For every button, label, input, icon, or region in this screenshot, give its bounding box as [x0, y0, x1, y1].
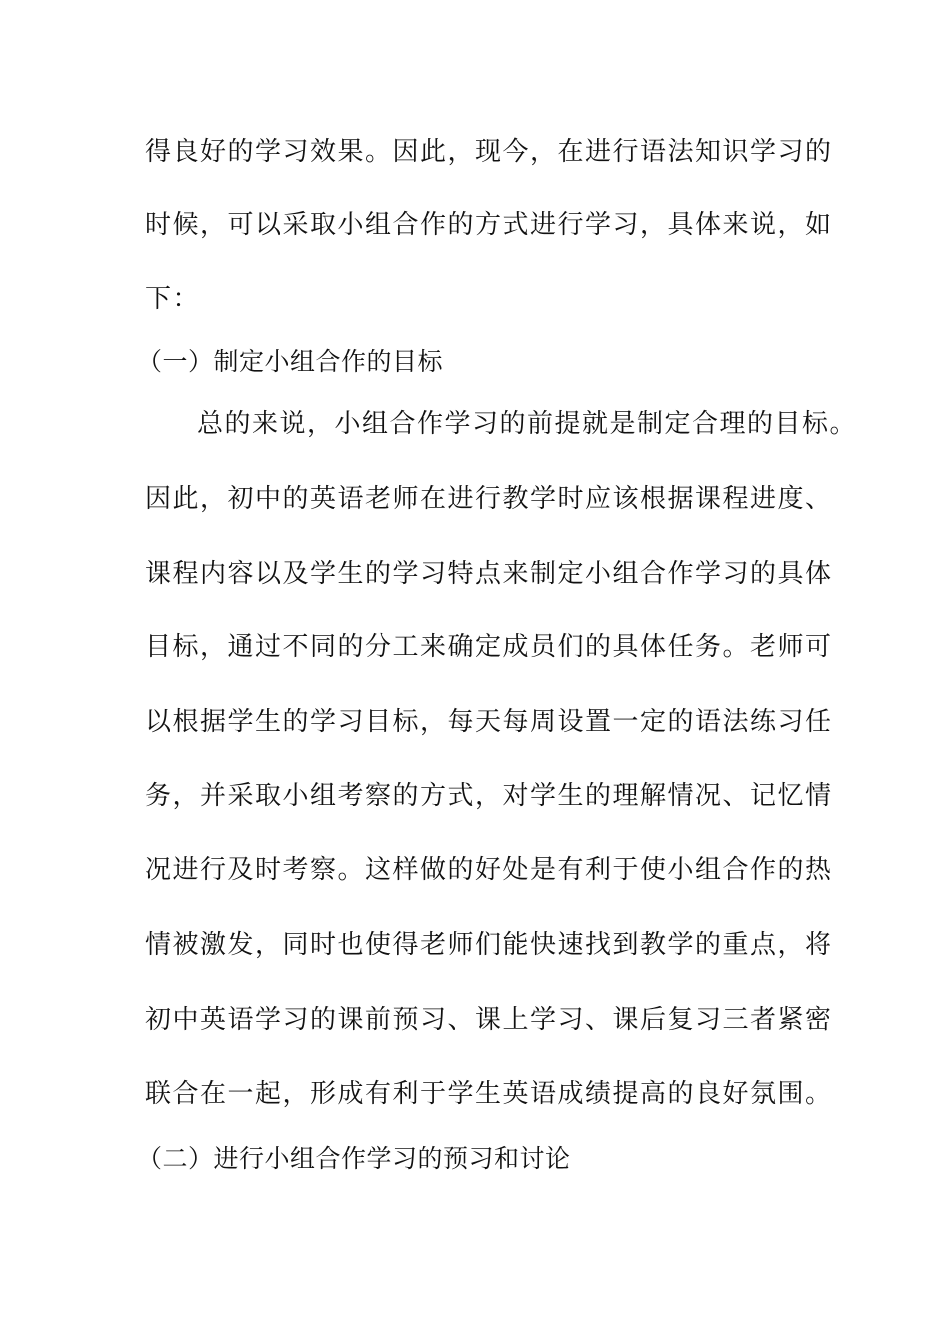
paragraph-line: 初中英语学习的课前预习、课上学习、课后复习三者紧密 [145, 1005, 833, 1035]
paragraph-line: 下： [145, 284, 201, 314]
paragraph-line: 况进行及时考察。这样做的好处是有利于使小组合作的热 [145, 855, 833, 885]
paragraph-line: 情被激发，同时也使得老师们能快速找到教学的重点，将 [145, 930, 833, 960]
section-heading: （一）制定小组合作的目标 [137, 347, 444, 376]
paragraph-line: 务，并采取小组考察的方式，对学生的理解情况、记忆情 [145, 781, 833, 811]
section-heading: （二）进行小组合作学习的预习和讨论 [137, 1144, 571, 1173]
paragraph-line: 总的来说，小组合作学习的前提就是制定合理的目标。 [197, 409, 858, 439]
paragraph-line: 目标，通过不同的分工来确定成员们的具体任务。老师可 [145, 632, 833, 662]
paragraph-line: 因此，初中的英语老师在进行教学时应该根据课程进度、 [145, 484, 833, 514]
paragraph-line: 联合在一起，形成有利于学生英语成绩提高的良好氛围。 [145, 1079, 833, 1109]
paragraph-line: 以根据学生的学习目标，每天每周设置一定的语法练习任 [145, 707, 833, 737]
paragraph-line: 得良好的学习效果。因此，现今，在进行语法知识学习的 [145, 137, 833, 167]
paragraph-line: 课程内容以及学生的学习特点来制定小组合作学习的具体 [145, 559, 833, 589]
paragraph-line: 时候，可以采取小组合作的方式进行学习，具体来说，如 [145, 210, 833, 240]
